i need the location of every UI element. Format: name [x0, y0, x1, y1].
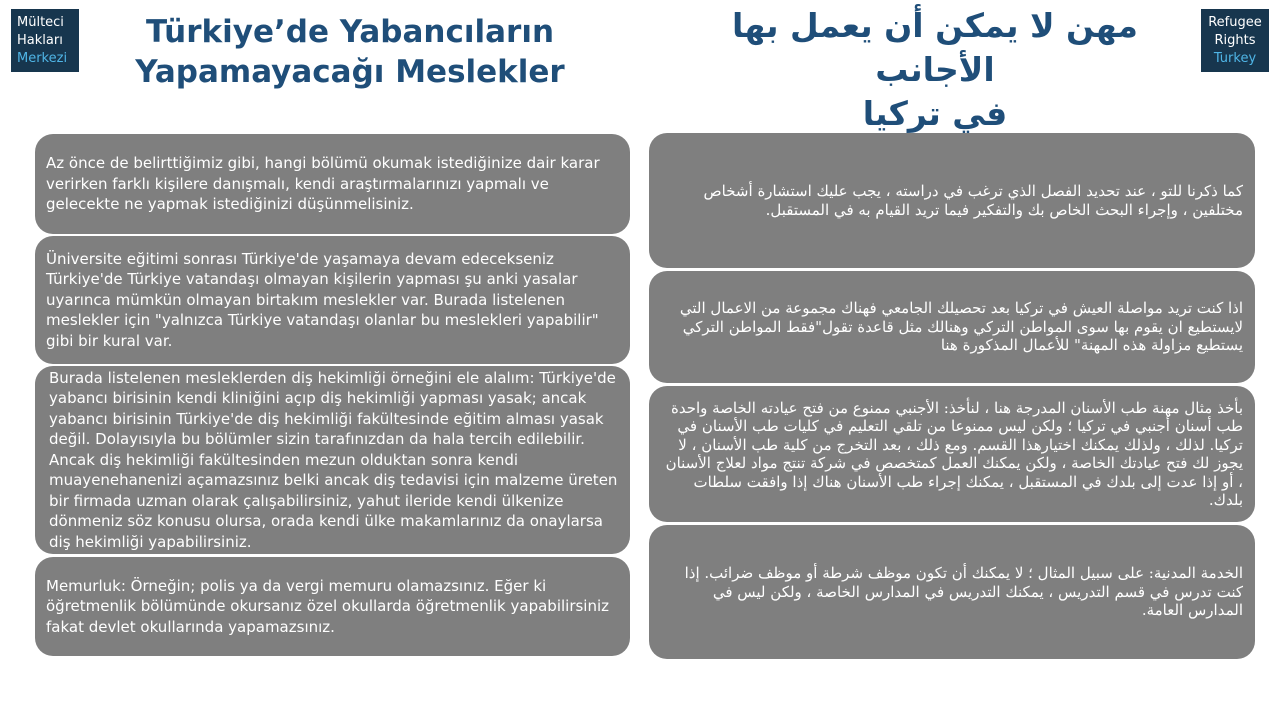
title-ar-line2: في تركيا: [862, 94, 1008, 133]
turkish-paragraph-4: Memurluk: Örneğin; polis ya da vergi memuru olamazsınız. Eğer ki öğretmenlik bölümünde okursanız özel okullarda öğretmenlik yapabilirsiniz fakat devlet okullarında yapamazsınız.: [46, 576, 610, 636]
logo-refugee-rights-turkey: [1201, 9, 1269, 72]
turkish-text-box-1: [35, 134, 630, 234]
arabic-paragraph-4: الخدمة المدنية: على سبيل المثال ؛ لا يمكنك أن تكون موظف شرطة أو موظف ضرائب. إذا كنت تدرس في قسم التدريس ، يمكنك التدريس في المدارس الخاصة ، ولكن ليس في المدارس العامة.: [684, 564, 1243, 620]
turkish-paragraph-2: Üniversite eğitimi sonrası Türkiye'de yaşamaya devam edecekseniz Türkiye'de Türkiye vatandaşı olmayan kişilerin yapması şu anki yasalar uyarınca mümkün olmayan birtakım meslekler var. Burada listelenen meslekler için "yalnızca Türkiye vatandaşı olanlar bu meslekleri yapabilir" gibi bir kural var.: [46, 249, 599, 350]
arabic-text-box-3: [649, 386, 1255, 522]
logo-right-line3: Turkey: [1213, 50, 1257, 66]
title-tr-line2: Yapamayacağı Meslekler: [135, 54, 565, 90]
title-ar-line1: مهن لا يمكن أن يعمل بها الأجانب: [732, 6, 1138, 89]
title-tr-line1: Türkiye’de Yabancıların: [145, 14, 555, 50]
arabic-paragraph-3: بأخذ مثال مهنة طب الأسنان المدرجة هنا ، لنأخذ: الأجنبي ممنوع من فتح عيادته الخاصة واحدة طب أسنان أجنبي في تركيا ؛ ولكن ليس ممنوعا من تلقي التعليم في كليات طب الأسنان في تركيا. لذلك ، ولذلك يمكنك اختيارهذا القسم. ومع ذلك ، بعد التخرج من كلية طب الأسنان ، لا يجوز لك فتح عيادتك الخاصة ، ولكن يمكنك العمل كمتخصص في شركة تنتج مواد لعلاج الأسنان ، أو إذا عدت إلى بلدك في المستقبل ، يمكنك إجراء طب الأسنان هناك إذا وافقت سلطات بلدك.: [665, 398, 1243, 509]
turkish-paragraph-1: Az önce de belirttiğimiz gibi, hangi bölümü okumak istediğinize dair karar verirken farklı kişilere danışmalı, kendi araştırmalarınızı yapmalı ve gelecekte ne yapmak istediğinizi düşünmelisiniz.: [46, 154, 600, 214]
logo-left-line3: Merkezi: [17, 50, 68, 66]
logo-right-line2: Rights: [1214, 32, 1256, 48]
arabic-paragraph-1: كما ذكرنا للتو ، عند تحديد الفصل الذي ترغب في دراسته ، يجب عليك استشارة أشخاص مختلفين ، وإجراء البحث الخاص بك والتفكير فيما تريد القيام به في المستقبل.: [703, 182, 1243, 219]
logo-left-line1: Mülteci: [17, 14, 64, 30]
arabic-paragraph-2: اذا كنت تريد مواصلة العيش في تركيا بعد تحصيلك الجامعي فهناك مجموعة من الاعمال التي لايستطيع ان يقوم بها سوى المواطن التركي وهنالك مثل قاعدة تقول"فقط المواطن التركي يستطيع مزاولة هذه المهنة" للأعمال المذكورة هنا: [679, 299, 1243, 355]
turkish-paragraph-3: Burada listelenen mesleklerden diş hekimliği örneğini ele alalım: Türkiye'de yabancı birisinin kendi kliniğini açıp diş hekimliği yapması yasak; ancak yabancı birisinin Türkiye'de diş hekimliği fakültesinde eğitim alması yasak değil. Dolayısıyla bu bölümler sizin tarafınızdan da hala tercih edilebilir. Ancak diş hekimliği fakültesinden mezun olduktan sonra kendi muayenehanenizi açamazsınız belki ancak diş tedavisi için malzeme üreten bir firmada uzman olarak çalışabilirsiniz, yahut ileride kendi ülkenize dönmeniz söz konusu olursa, orada kendi ülke makamlarınız da onaylarsa diş hekimliği yapabilirsiniz.: [49, 368, 618, 551]
turkish-text-box-2: [35, 236, 630, 364]
logo-right-line1: Refugee: [1208, 14, 1262, 30]
turkish-text-box-3: [35, 366, 630, 554]
arabic-text-box-2: [649, 271, 1255, 383]
arabic-text-box-1: [649, 133, 1255, 268]
turkish-text-box-4: [35, 557, 630, 656]
logo-multeci-haklari-merkezi: [11, 9, 79, 72]
arabic-text-box-4: [649, 525, 1255, 659]
page-title-arabic: [680, 4, 1190, 136]
page-title-turkish: [120, 12, 580, 92]
logo-left-line2: Hakları: [17, 32, 63, 48]
